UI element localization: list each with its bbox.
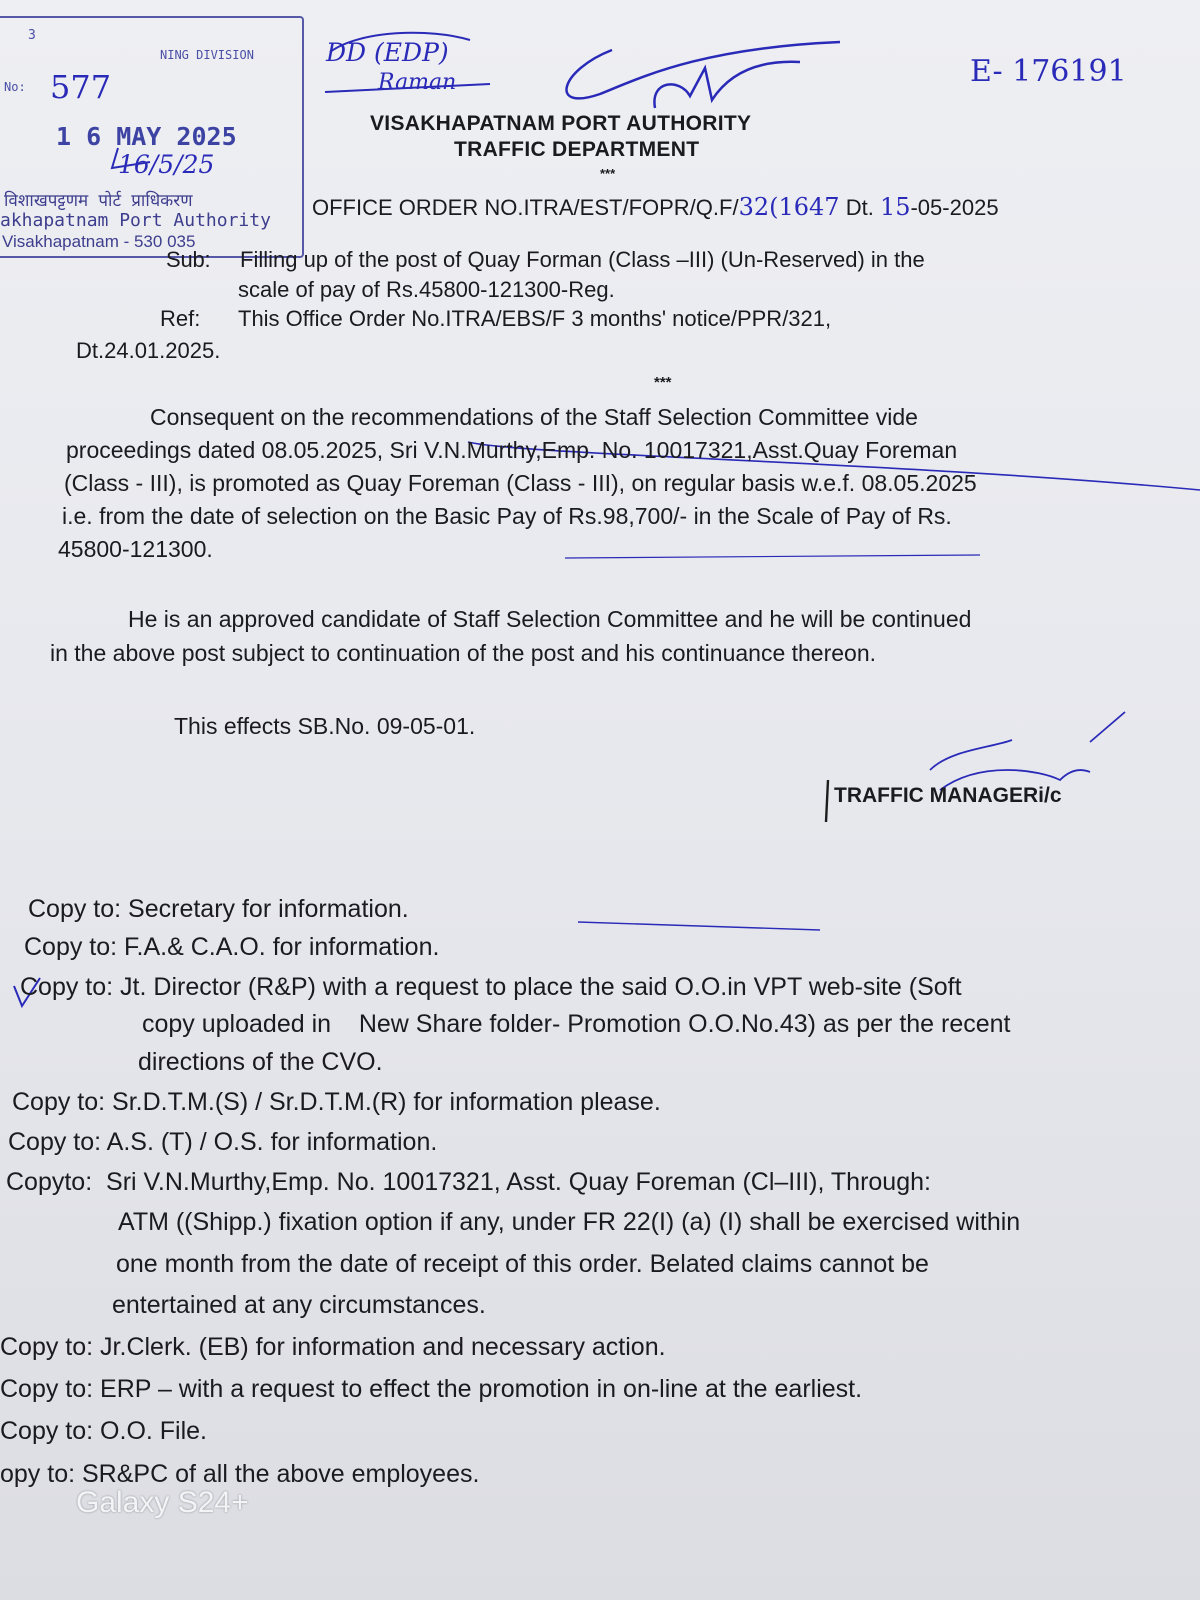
camera-watermark: Galaxy S24+ [76, 1486, 249, 1519]
stamp-date: 1 6 MAY 2025 [56, 122, 237, 151]
ref-line-2: Dt.24.01.2025. [76, 338, 221, 363]
copy-line-6: Copy to: Sr.D.T.M.(S) / Sr.D.T.M.(R) for information please. [12, 1088, 661, 1116]
para1-line-2: proceedings dated 08.05.2025, Sri V.N.Murthy,Emp. No. 10017321,Asst.Quay Foreman [66, 437, 958, 463]
stamp-english-name: akhapatnam Port Authority [0, 210, 271, 231]
stamp-dept-line: NING DIVISION [160, 48, 254, 62]
para1-line-5: 45800-121300. [58, 536, 213, 562]
copy-line-4: copy uploaded in New Share folder- Promotion O.O.No.43) as per the recent [142, 1010, 1011, 1038]
copy-line-3: Copy to: Jt. Director (R&P) with a request to place the said O.O.in VPT web-site (Soft [20, 973, 962, 1001]
para1-line-1: Consequent on the recommendations of the Staff Selection Committee vide [150, 404, 918, 430]
handwritten-name-note: Raman [378, 70, 457, 95]
stamp-no-value: 577 [50, 68, 112, 106]
subject-line-1: Filling up of the post of Quay Forman (Class –III) (Un-Reserved) in the [240, 247, 925, 272]
para2-line-2: in the above post subject to continuation of the post and his continuance thereon. [50, 640, 877, 666]
signatory: TRAFFIC MANAGERi/c [834, 784, 1062, 807]
copy-line-8: Copyto: Sri V.N.Murthy,Emp. No. 10017321, Asst. Quay Foreman (Cl–III), Through: [6, 1168, 931, 1196]
stamp-hindi-name: विशाखपट्टणम पोर्ट प्राधिकरण [4, 191, 193, 211]
subject-line-2: scale of pay of Rs.45800-121300-Reg. [238, 277, 615, 302]
stamp-no-label: No: [4, 80, 26, 94]
handwritten-file-no: E- 176191 [970, 54, 1127, 89]
office-order-prefix: OFFICE ORDER NO.ITRA/EST/FOPR/Q.F/ [312, 195, 739, 220]
stamp-initial-date: 16/5/25 [118, 150, 215, 179]
effects-line: This effects SB.No. 09-05-01. [174, 713, 476, 739]
stamp-address: Visakhapatnam - 530 035 [2, 232, 196, 251]
dept-name: TRAFFIC DEPARTMENT [454, 138, 700, 161]
copy-line-12: Copy to: Jr.Clerk. (EB) for information and necessary action. [0, 1333, 666, 1361]
office-order-handwritten-day: 15 [879, 193, 911, 221]
para2-line-1: He is an approved candidate of Staff Selection Committee and he will be continued [128, 606, 972, 632]
stamp-top-line: 3 [28, 28, 36, 43]
separator-stars: *** [654, 374, 672, 391]
office-order-dt-label: Dt. [845, 195, 874, 220]
org-name: VISAKHAPATNAM PORT AUTHORITY [370, 112, 752, 135]
office-order-handwritten-no: 32(1647 [738, 193, 840, 221]
copy-line-10: one month from the date of receipt of this order. Belated claims cannot be [116, 1250, 929, 1278]
office-order-date-suffix: -05-2025 [910, 195, 999, 220]
office-order-line [312, 193, 999, 221]
para1-line-4: i.e. from the date of selection on the Basic Pay of Rs.98,700/- in the Scale of Pay of Rs. [62, 503, 952, 529]
ref-line-1: This Office Order No.ITRA/EBS/F 3 months' notice/PPR/321, [238, 306, 832, 331]
copy-line-9: ATM ((Shipp.) fixation option if any, under FR 22(I) (a) (I) shall be exercised within [118, 1208, 1021, 1236]
copy-line-1: Copy to: Secretary for information. [28, 895, 409, 923]
copy-line-13: Copy to: ERP – with a request to effect the promotion in on-line at the earliest. [0, 1375, 863, 1403]
copy-line-11: entertained at any circumstances. [112, 1291, 486, 1319]
para1-line-3: (Class - III), is promoted as Quay Foreman (Class - III), on regular basis w.e.f. 08.05.2025 [64, 470, 977, 496]
copy-line-5: directions of the CVO. [138, 1048, 383, 1076]
handwritten-dd-note: DD (EDP) [326, 38, 449, 67]
copy-line-15: opy to: SR&PC of all the above employees. [0, 1460, 480, 1488]
header-stars: *** [600, 166, 616, 181]
copy-line-2: Copy to: F.A.& C.A.O. for information. [24, 933, 440, 961]
ref-label: Ref: [160, 306, 201, 331]
copy-line-7: Copy to: A.S. (T) / O.S. for information. [8, 1128, 438, 1156]
subject-label: Sub: [166, 247, 211, 272]
copy-line-14: Copy to: O.O. File. [0, 1417, 208, 1445]
